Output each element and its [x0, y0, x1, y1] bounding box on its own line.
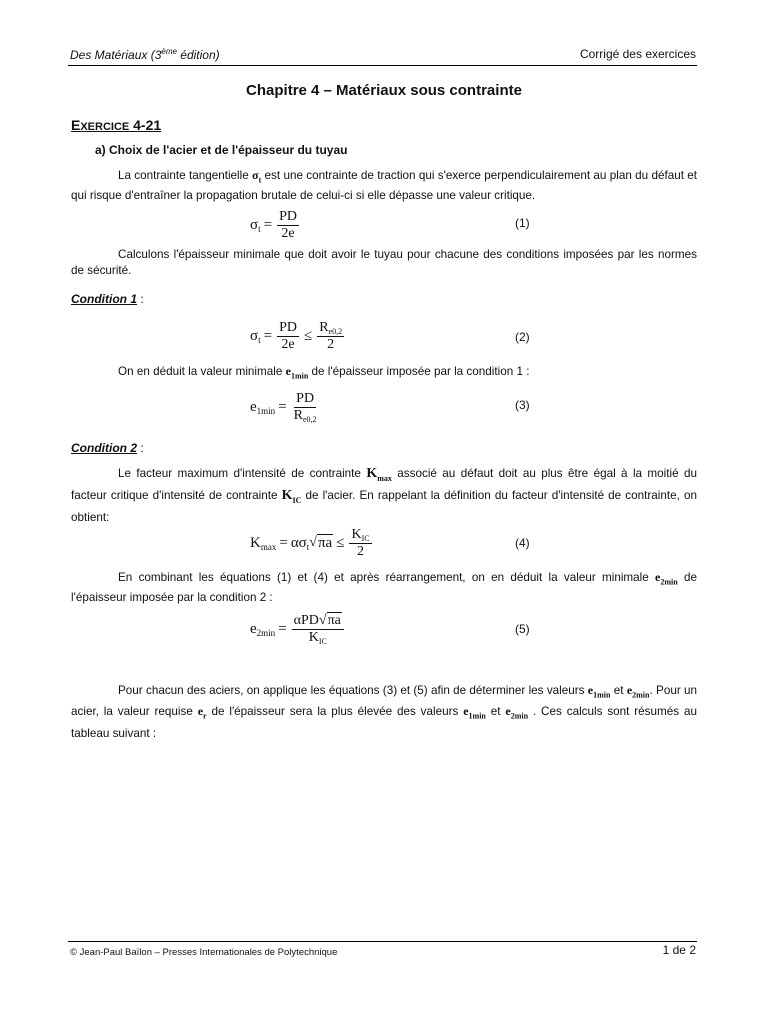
- eq4-denominator: 2: [357, 543, 364, 559]
- eq2-sigma-sub: t: [258, 335, 261, 345]
- eq3-e-sub: 1min: [256, 406, 276, 416]
- p6-e1b: e: [463, 704, 469, 719]
- kmax-subscript: max: [377, 473, 392, 483]
- p4-text-a: Le facteur maximum d'intensité de contrainte: [118, 467, 367, 480]
- eq2-equals: =: [263, 327, 273, 344]
- eq4-kic-sub: IC: [361, 533, 370, 543]
- eq3-re: R: [293, 407, 303, 423]
- p5-text-a: En combinant les équations (1) et (4) et après réarrangement, on en déduit la valeur minimale: [118, 571, 656, 584]
- equation-1-number: (1): [515, 216, 530, 230]
- eq1-equals: =: [263, 216, 273, 233]
- kmax-symbol: [366, 466, 392, 481]
- kic-k: K: [281, 487, 293, 503]
- e1min-symbol: [285, 364, 309, 381]
- p6-er: [197, 704, 207, 721]
- p6-e2min: [626, 683, 650, 700]
- equation-5: [250, 611, 346, 647]
- p4-text-b: associé au défaut doit au plus être égal à la moitié du facteur critique d'intensité de contrainte: [71, 467, 698, 502]
- header-rule: [68, 65, 697, 66]
- eq4-fraction: [349, 528, 371, 559]
- p6-er-e: e: [197, 704, 204, 719]
- eq5-alpha-pd: αPD: [293, 612, 319, 628]
- kmax-k: K: [366, 466, 378, 481]
- eq1-sigma: σ: [250, 216, 259, 233]
- equation-3-number: (3): [515, 398, 530, 412]
- e-subscript: 1min: [290, 371, 309, 381]
- sigma-subscript: t: [258, 175, 262, 185]
- e2-subscript: 2min: [660, 577, 678, 587]
- p6-text-f: . Ces calculs sont résumés au tableau suivant :: [71, 705, 697, 740]
- p6-er-sub: r: [203, 711, 207, 721]
- sigma-t-symbol: [252, 168, 262, 185]
- p3-text-b: de l'épaisseur imposée par la condition 1 :: [308, 365, 530, 378]
- equation-2: [250, 318, 346, 354]
- p1-text-a: La contrainte tangentielle: [118, 169, 253, 182]
- kic-symbol: [282, 488, 302, 503]
- eq5-radicand: πa: [327, 612, 341, 628]
- sqrt-icon: √: [309, 535, 317, 550]
- eq2-numerator-2: [317, 321, 344, 337]
- eq4-kic: K: [351, 526, 362, 542]
- eq5-kic: K: [308, 629, 319, 645]
- e-symbol: e: [285, 364, 291, 378]
- p6-e2b-sub: 2min: [510, 711, 529, 721]
- p6-e2min-b: [505, 704, 529, 721]
- equation-2-number: (2): [515, 330, 530, 344]
- header-left-text: Des Matériaux (3: [70, 48, 162, 62]
- p1-text-b: est une contrainte de traction qui s'exerce perpendiculairement au plan du défaut et qui risque d'entraîner la propagation brutale de celui-ci si elle dépasse une valeur critique.: [71, 169, 697, 203]
- eq2-denominator-1: 2e: [281, 336, 295, 352]
- eq1-numerator: PD: [279, 208, 297, 224]
- condition-1-heading: [71, 292, 144, 306]
- eq4-leq: ≤: [336, 534, 345, 551]
- eq3-e: e: [250, 398, 257, 415]
- paragraph-5: [71, 569, 697, 606]
- equation-1: [250, 208, 301, 242]
- header-left-text-end: édition): [176, 48, 220, 62]
- p6-text-d: de l'épaisseur sera la plus élevée des valeurs: [206, 705, 464, 719]
- equation-4-number: (4): [515, 536, 530, 550]
- eq2-sigma: σ: [250, 327, 259, 344]
- eq4-sigma-sub: t: [306, 542, 310, 552]
- sigma-symbol: σ: [252, 168, 259, 182]
- eq5-kic-sub: IC: [318, 636, 327, 646]
- eq2-fraction-1: [277, 321, 299, 352]
- eq5-equals: =: [278, 620, 287, 637]
- eq4-k-sub: max: [260, 542, 277, 552]
- paragraph-1: [71, 167, 697, 204]
- eq5-e-sub: 2min: [256, 628, 276, 638]
- condition-1-label: Condition 1: [71, 292, 137, 306]
- p3-text-a: On en déduit la valeur minimale: [118, 365, 286, 378]
- exercise-heading-number: 4-21: [129, 117, 162, 133]
- footer-rule: [68, 941, 697, 942]
- eq4-alpha-sigma: ασ: [290, 534, 307, 551]
- p6-e1: e: [587, 683, 594, 697]
- p6-e1min: [587, 683, 611, 700]
- eq1-sigma-sub: t: [258, 224, 261, 234]
- running-header-left: [70, 47, 220, 62]
- eq5-numerator: [292, 614, 344, 630]
- p6-e2b: e: [505, 704, 511, 719]
- eq3-equals: =: [278, 398, 287, 415]
- equation-4: [250, 525, 374, 561]
- eq2-fraction-2: [317, 321, 344, 352]
- chapter-title: Chapitre 4 – Matériaux sous contrainte: [246, 82, 522, 99]
- exercise-heading-word: XERCICE: [80, 121, 130, 133]
- eq5-fraction: [292, 614, 344, 645]
- kic-subscript: IC: [292, 495, 302, 505]
- footer-copyright: © Jean-Paul Baïlon – Presses Internationales de Polytechnique: [70, 947, 338, 958]
- p6-text-c: . Pour un acier, la valeur requise: [71, 684, 698, 719]
- exercise-heading: [71, 117, 161, 135]
- condition-2-colon: :: [137, 441, 144, 455]
- eq2-leq: ≤: [303, 327, 313, 344]
- p6-e2-sub: 2min: [632, 690, 650, 700]
- eq3-fraction: [292, 392, 319, 423]
- header-edition-superscript: ème: [161, 47, 177, 56]
- eq3-numerator: PD: [296, 390, 315, 406]
- p6-e1-sub: 1min: [593, 690, 611, 700]
- eq2-re: R: [319, 319, 329, 335]
- exercise-heading-initial: E: [71, 117, 81, 133]
- eq4-numerator: [349, 528, 371, 544]
- eq1-denominator: 2e: [281, 225, 295, 241]
- p6-text-b: et: [610, 684, 627, 697]
- footer-page-number: 1 de 2: [662, 943, 696, 957]
- p6-e1min-b: [463, 704, 486, 721]
- sqrt-icon: √: [318, 612, 327, 628]
- eq2-re-sub: e0,2: [328, 326, 343, 336]
- paragraph-3: [71, 363, 697, 384]
- e2min-symbol: [655, 570, 678, 587]
- eq4-radicand: πa: [317, 535, 333, 551]
- section-a-heading: a) Choix de l'acier et de l'épaisseur du tuyau: [95, 143, 348, 157]
- p6-e2: e: [626, 683, 633, 697]
- p6-e1b-sub: 1min: [468, 711, 486, 721]
- equation-5-number: (5): [515, 622, 530, 636]
- p5-text-b: de l'épaisseur imposée par la condition 2 :: [71, 571, 697, 605]
- p6-text-e: et: [485, 705, 506, 719]
- eq4-equals: =: [279, 534, 288, 551]
- paragraph-6: [71, 682, 697, 742]
- eq3-denominator: [292, 408, 319, 423]
- eq5-e: e: [250, 620, 257, 637]
- equation-3: [250, 389, 321, 425]
- p6-text-a: Pour chacun des aciers, on applique les équations (3) et (5) afin de déterminer les valeurs: [118, 684, 588, 697]
- condition-1-colon: :: [137, 292, 144, 306]
- eq2-denominator-2: 2: [327, 336, 335, 352]
- e2-symbol: e: [655, 570, 661, 584]
- eq2-numerator-1: PD: [279, 319, 297, 335]
- eq5-denominator: [307, 630, 329, 645]
- condition-2-label: Condition 2: [71, 441, 137, 455]
- eq4-k: K: [250, 534, 261, 551]
- running-header-right: Corrigé des exercices: [579, 47, 696, 61]
- eq1-fraction: [277, 210, 299, 241]
- eq3-re-sub: e0,2: [303, 414, 317, 424]
- paragraph-4: [71, 465, 697, 526]
- condition-2-heading: [71, 441, 144, 455]
- p4-text-c: de l'acier. En rappelant la définition du facteur d'intensité de contrainte, on obtient:: [71, 488, 697, 524]
- paragraph-2: Calculons l'épaisseur minimale que doit avoir le tuyau pour chacune des conditions imposées par les normes de sécurité.: [71, 248, 697, 277]
